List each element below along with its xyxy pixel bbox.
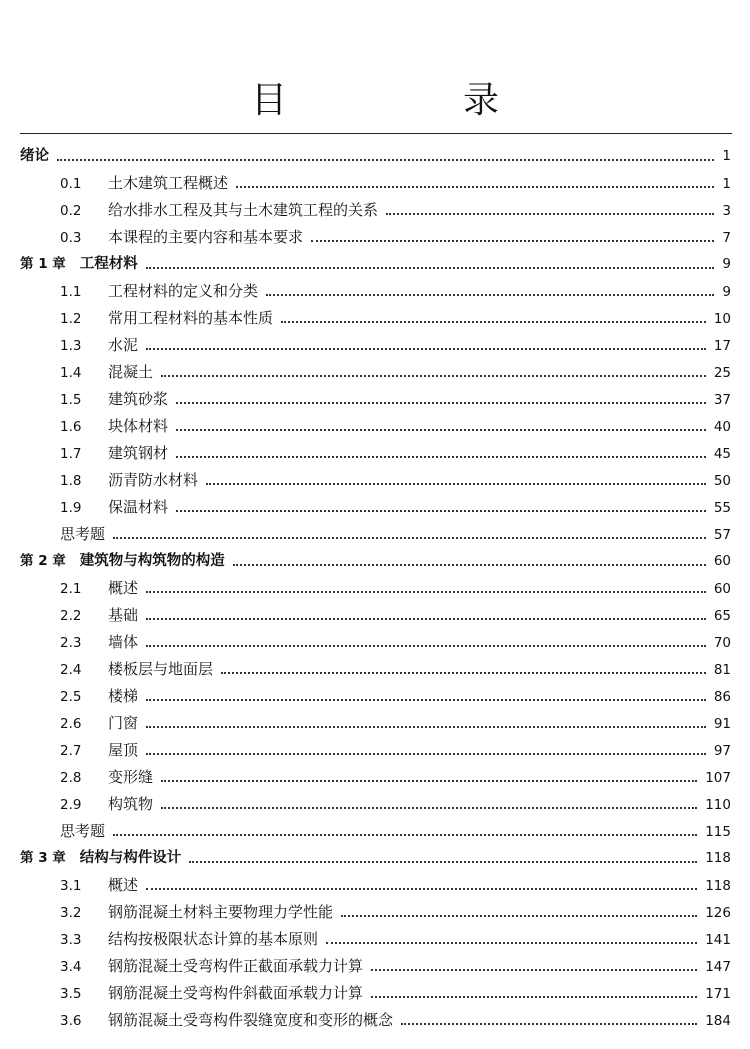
dot-leader bbox=[386, 213, 714, 215]
toc-entry[interactable] bbox=[20, 629, 731, 656]
toc-entry-page-number: 141 bbox=[705, 932, 731, 948]
toc-entry-page-number: 17 bbox=[713, 338, 731, 354]
toc-entry-number: 1.7 bbox=[60, 446, 82, 462]
toc-entry-page-number: 55 bbox=[713, 500, 731, 516]
toc-entry[interactable] bbox=[20, 224, 731, 251]
toc-entry[interactable] bbox=[20, 494, 731, 521]
toc-entry-label: 门窗 bbox=[108, 714, 139, 732]
toc-entry[interactable] bbox=[20, 980, 731, 1007]
toc-entry-page-number: 118 bbox=[705, 850, 731, 866]
toc-entry-page-number: 65 bbox=[713, 608, 731, 624]
toc-entry-label: 块体材料 bbox=[108, 417, 169, 435]
toc-entry-page-number: 7 bbox=[722, 230, 731, 246]
toc-entry-number: 2.8 bbox=[60, 770, 82, 786]
toc-entry[interactable] bbox=[20, 197, 731, 224]
toc-entry[interactable] bbox=[20, 791, 731, 818]
toc-entry-label: 水泥 bbox=[108, 336, 139, 354]
toc-entry-page-number: 184 bbox=[705, 1013, 731, 1029]
dot-leader bbox=[146, 726, 706, 728]
toc-entry-label: 给水排水工程及其与土木建筑工程的关系 bbox=[108, 201, 379, 219]
toc-entry[interactable] bbox=[20, 818, 731, 845]
toc-entry-page-number: 57 bbox=[713, 527, 731, 543]
toc-entry-page-number: 81 bbox=[713, 662, 731, 678]
toc-entry-label: 楼板层与地面层 bbox=[108, 660, 214, 678]
dot-leader bbox=[146, 591, 706, 593]
toc-entry-label: 绪论 bbox=[20, 148, 49, 164]
dot-leader bbox=[341, 915, 697, 917]
toc-entry-label: 沥青防水材料 bbox=[108, 471, 199, 489]
toc-entry[interactable] bbox=[20, 1007, 731, 1034]
toc-entry-page-number: 1 bbox=[722, 176, 731, 192]
toc-entry-label: 工程材料的定义和分类 bbox=[108, 282, 259, 300]
toc-entry[interactable] bbox=[20, 710, 731, 737]
dot-leader bbox=[176, 510, 706, 512]
toc-entry-label: 土木建筑工程概述 bbox=[108, 174, 229, 192]
toc-entry-page-number: 91 bbox=[713, 716, 731, 732]
toc-entry[interactable] bbox=[20, 521, 731, 548]
toc-entry-number: 2.1 bbox=[60, 581, 82, 597]
toc-entry[interactable] bbox=[20, 737, 731, 764]
dot-leader bbox=[146, 645, 706, 647]
toc-entry[interactable] bbox=[20, 899, 731, 926]
toc-entry-number: 2.6 bbox=[60, 716, 82, 732]
toc-entry-label: 构筑物 bbox=[108, 795, 154, 813]
toc-entry[interactable] bbox=[20, 656, 731, 683]
toc-entry[interactable] bbox=[20, 602, 731, 629]
dot-leader bbox=[146, 348, 706, 350]
toc-entry[interactable] bbox=[20, 386, 731, 413]
table-of-contents bbox=[20, 143, 731, 1034]
toc-entry-page-number: 1 bbox=[722, 148, 731, 164]
toc-entry[interactable] bbox=[20, 926, 731, 953]
toc-entry[interactable] bbox=[20, 764, 731, 791]
toc-entry-number: 1.8 bbox=[60, 473, 82, 489]
toc-entry-page-number: 147 bbox=[705, 959, 731, 975]
toc-entry[interactable] bbox=[20, 278, 731, 305]
toc-entry-page-number: 171 bbox=[705, 986, 731, 1002]
toc-chapter-entry[interactable] bbox=[20, 845, 731, 872]
dot-leader bbox=[146, 888, 697, 890]
toc-entry[interactable] bbox=[20, 683, 731, 710]
toc-entry-label: 常用工程材料的基本性质 bbox=[108, 309, 274, 327]
toc-entry-label: 钢筋混凝土受弯构件正截面承载力计算 bbox=[108, 957, 364, 975]
dot-leader bbox=[236, 186, 714, 188]
toc-chapter-entry[interactable] bbox=[20, 143, 731, 170]
toc-entry-number: 0.1 bbox=[60, 176, 82, 192]
toc-entry-label: 墙体 bbox=[108, 633, 139, 651]
toc-entry-page-number: 115 bbox=[705, 824, 731, 840]
dot-leader bbox=[146, 267, 715, 269]
dot-leader bbox=[161, 780, 697, 782]
toc-entry-number: 1.9 bbox=[60, 500, 82, 516]
toc-entry[interactable] bbox=[20, 413, 731, 440]
dot-leader bbox=[113, 834, 697, 836]
toc-entry-page-number: 10 bbox=[713, 311, 731, 327]
dot-leader bbox=[176, 402, 706, 404]
toc-entry[interactable] bbox=[20, 872, 731, 899]
toc-entry-number: 2.4 bbox=[60, 662, 82, 678]
toc-entry-page-number: 126 bbox=[705, 905, 731, 921]
dot-leader bbox=[326, 942, 697, 944]
toc-entry-page-number: 3 bbox=[722, 203, 731, 219]
toc-entry-number: 1.5 bbox=[60, 392, 82, 408]
toc-entry-label: 楼梯 bbox=[108, 687, 139, 705]
dot-leader bbox=[371, 969, 697, 971]
dot-leader bbox=[281, 321, 706, 323]
toc-entry-page-number: 86 bbox=[713, 689, 731, 705]
toc-entry-label: 混凝土 bbox=[108, 363, 154, 381]
toc-entry-label: 屋顶 bbox=[108, 741, 139, 759]
toc-entry-page-number: 9 bbox=[722, 284, 731, 300]
toc-entry-label: 保温材料 bbox=[108, 498, 169, 516]
toc-entry-label: 钢筋混凝土材料主要物理力学性能 bbox=[108, 903, 334, 921]
toc-entry-number: 2.7 bbox=[60, 743, 82, 759]
toc-chapter-entry[interactable] bbox=[20, 548, 731, 575]
toc-entry-number: 3.4 bbox=[60, 959, 82, 975]
toc-entry-number: 2.9 bbox=[60, 797, 82, 813]
toc-entry-number: 第 1 章 bbox=[20, 256, 66, 272]
toc-entry-label: 思考题 bbox=[60, 822, 106, 840]
toc-entry-label: 概述 bbox=[108, 876, 139, 894]
toc-entry-number: 0.2 bbox=[60, 203, 82, 219]
dot-leader bbox=[176, 456, 706, 458]
dot-leader bbox=[233, 564, 706, 566]
toc-entry-number: 2.5 bbox=[60, 689, 82, 705]
title-divider bbox=[20, 133, 732, 134]
toc-chapter-entry[interactable] bbox=[20, 251, 731, 278]
toc-entry-label: 基础 bbox=[108, 606, 139, 624]
toc-entry[interactable] bbox=[20, 575, 731, 602]
toc-entry-number: 1.1 bbox=[60, 284, 82, 300]
toc-entry-number: 第 2 章 bbox=[20, 553, 66, 569]
toc-entry-page-number: 97 bbox=[713, 743, 731, 759]
toc-entry-page-number: 110 bbox=[705, 797, 731, 813]
toc-entry-label: 钢筋混凝土受弯构件斜截面承载力计算 bbox=[108, 984, 364, 1002]
dot-leader bbox=[57, 159, 714, 161]
toc-entry-page-number: 40 bbox=[713, 419, 731, 435]
dot-leader bbox=[161, 375, 706, 377]
toc-entry-page-number: 37 bbox=[713, 392, 731, 408]
toc-entry-label: 结构按极限状态计算的基本原则 bbox=[108, 930, 319, 948]
toc-entry-number: 3.5 bbox=[60, 986, 82, 1002]
toc-entry-number: 3.2 bbox=[60, 905, 82, 921]
dot-leader bbox=[146, 618, 706, 620]
toc-entry-page-number: 118 bbox=[705, 878, 731, 894]
dot-leader bbox=[371, 996, 697, 998]
toc-entry-label: 结构与构件设计 bbox=[79, 850, 182, 866]
toc-entry-number: 3.3 bbox=[60, 932, 82, 948]
toc-entry[interactable] bbox=[20, 440, 731, 467]
toc-entry-number: 3.6 bbox=[60, 1013, 82, 1029]
toc-entry-label: 建筑物与构筑物的构造 bbox=[79, 553, 225, 569]
toc-entry-page-number: 60 bbox=[713, 553, 731, 569]
toc-entry-number: 1.3 bbox=[60, 338, 82, 354]
toc-entry[interactable] bbox=[20, 953, 731, 980]
dot-leader bbox=[146, 699, 706, 701]
toc-entry-number: 1.4 bbox=[60, 365, 82, 381]
toc-entry-page-number: 107 bbox=[705, 770, 731, 786]
toc-entry-label: 工程材料 bbox=[79, 256, 138, 272]
dot-leader bbox=[146, 753, 706, 755]
toc-entry-label: 建筑钢材 bbox=[108, 444, 169, 462]
toc-entry-label: 思考题 bbox=[60, 525, 106, 543]
toc-entry-number: 2.3 bbox=[60, 635, 82, 651]
toc-entry-number: 1.2 bbox=[60, 311, 82, 327]
toc-entry-page-number: 25 bbox=[713, 365, 731, 381]
dot-leader bbox=[311, 240, 714, 242]
toc-entry-label: 钢筋混凝土受弯构件裂缝宽度和变形的概念 bbox=[108, 1011, 394, 1029]
toc-entry-page-number: 45 bbox=[713, 446, 731, 462]
toc-entry-label: 建筑砂浆 bbox=[108, 390, 169, 408]
dot-leader bbox=[176, 429, 706, 431]
toc-entry[interactable] bbox=[20, 170, 731, 197]
toc-entry[interactable] bbox=[20, 332, 731, 359]
toc-entry[interactable] bbox=[20, 467, 731, 494]
dot-leader bbox=[189, 861, 697, 863]
toc-entry-number: 0.3 bbox=[60, 230, 82, 246]
toc-entry[interactable] bbox=[20, 359, 731, 386]
toc-entry-page-number: 70 bbox=[713, 635, 731, 651]
toc-entry-label: 本课程的主要内容和基本要求 bbox=[108, 228, 304, 246]
dot-leader bbox=[401, 1023, 697, 1025]
dot-leader bbox=[206, 483, 706, 485]
toc-entry-number: 第 3 章 bbox=[20, 850, 66, 866]
toc-entry-number: 1.6 bbox=[60, 419, 82, 435]
dot-leader bbox=[221, 672, 706, 674]
toc-entry-label: 变形缝 bbox=[108, 768, 154, 786]
toc-entry[interactable] bbox=[20, 305, 731, 332]
toc-entry-page-number: 50 bbox=[713, 473, 731, 489]
dot-leader bbox=[266, 294, 714, 296]
toc-entry-page-number: 60 bbox=[713, 581, 731, 597]
toc-entry-page-number: 9 bbox=[722, 256, 731, 272]
toc-entry-number: 2.2 bbox=[60, 608, 82, 624]
toc-entry-label: 概述 bbox=[108, 579, 139, 597]
dot-leader bbox=[113, 537, 706, 539]
dot-leader bbox=[161, 807, 697, 809]
toc-entry-number: 3.1 bbox=[60, 878, 82, 894]
page-title: 目 录 bbox=[250, 80, 569, 122]
